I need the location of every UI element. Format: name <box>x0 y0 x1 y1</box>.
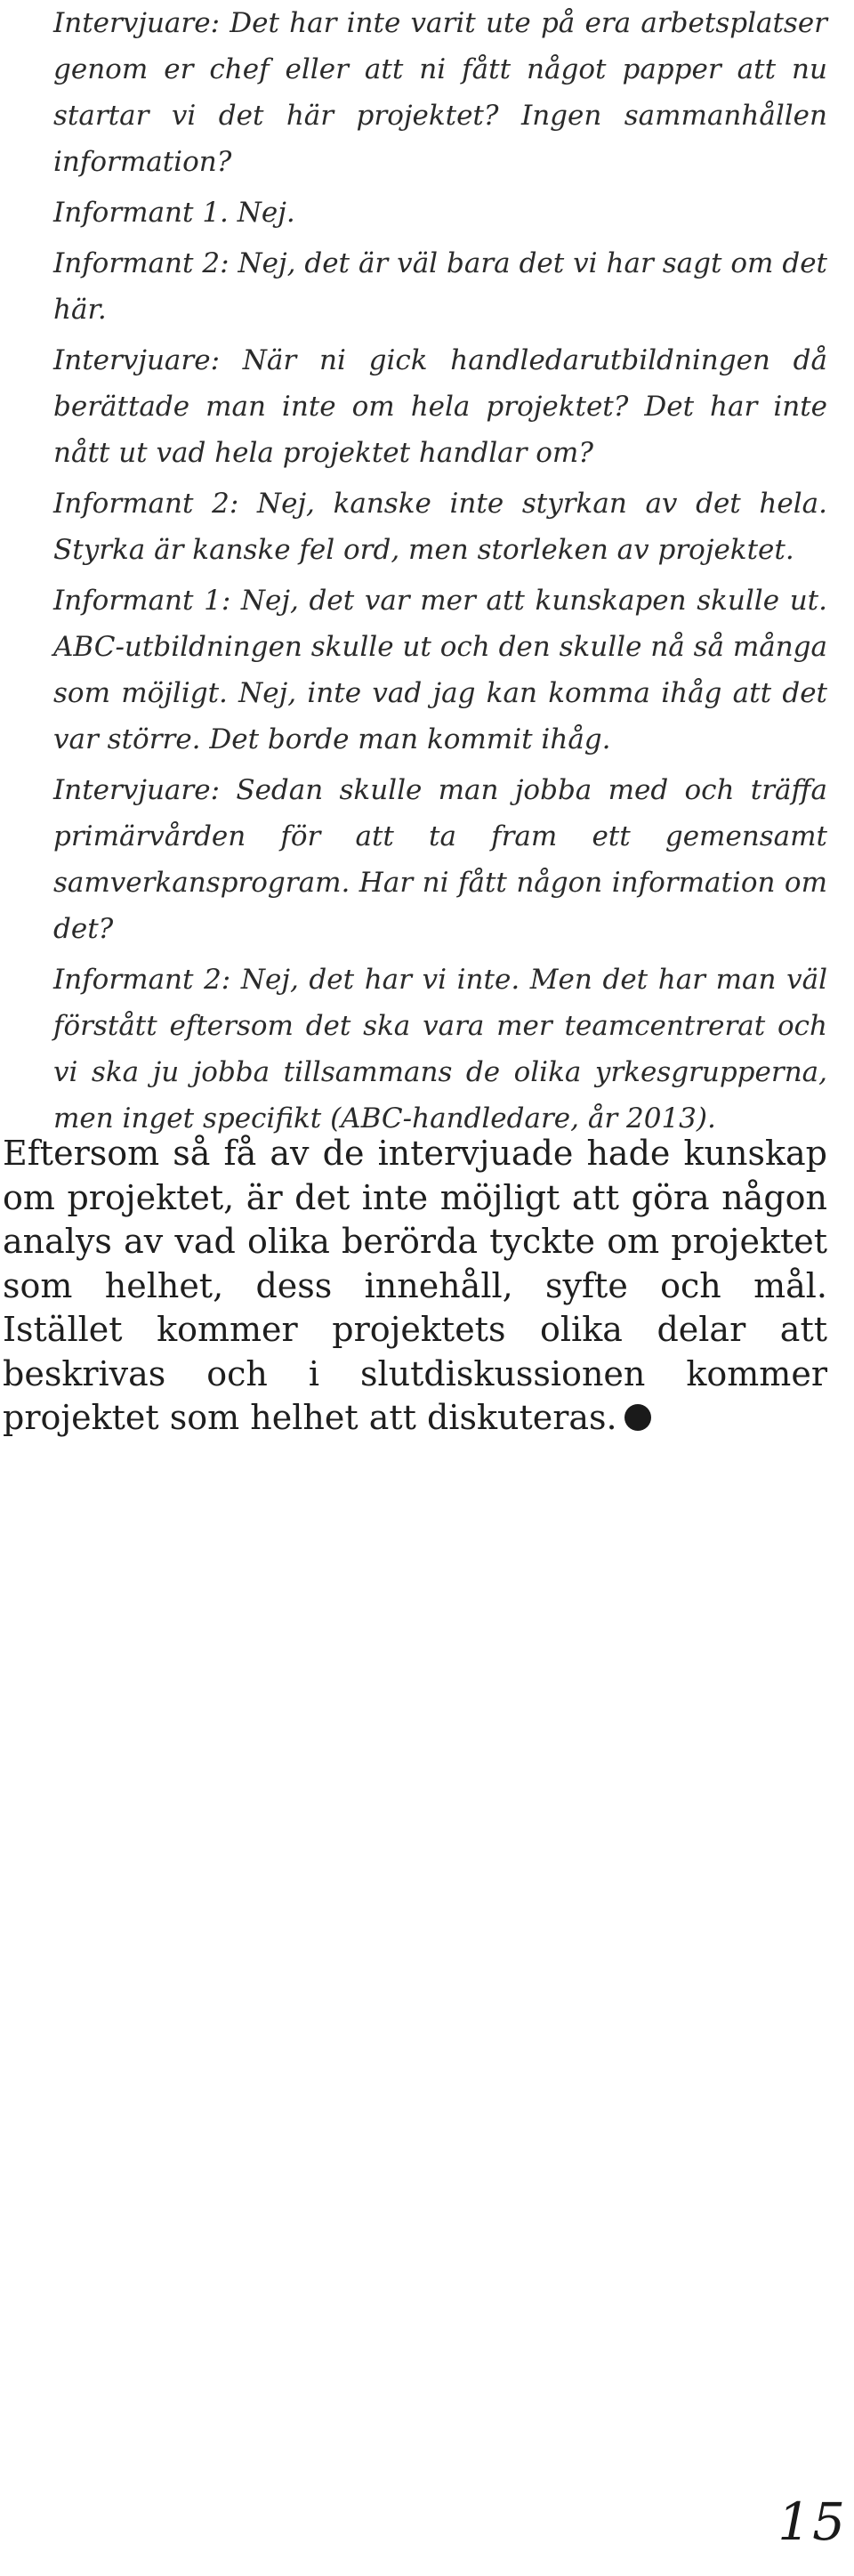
interviewer-question-2-part-2: Det har inte nått ut vad hela projektet handlar om? <box>53 391 828 469</box>
interviewer-question-1: Intervjuare: Det har inte varit ute på era arbetsplatser genom er chef eller att ni fått något papper att nu startar vi det här projektet? Ingen sammanhållen information? <box>53 7 827 178</box>
interviewer-question-3: Intervjuare: Sedan skulle man jobba med och träffa primärvården för att ta fram ett gemensamt samverkansprogram. Har ni fått någon information om det? <box>53 774 827 945</box>
informant-answer-3: Informant 2: Nej, kanske inte styrkan av det hela. Styrka är kanske fel ord, men storleken av projektet. <box>53 488 827 566</box>
informant-answer-1: Informant 1. Nej. <box>53 197 295 229</box>
informant-answer-2: Informant 2: Nej, det är väl bara det vi har sagt om det här. <box>53 247 827 326</box>
body-paragraph-text: Eftersom så få av de intervjuade hade kunskap om projektet, är det inte möjligt att göra någon analys av vad olika berörda tyckte om projektet som helhet, dess innehåll, syfte och mål. Istället kommer projektets olika delar att beskrivas och i slutdiskussionen kommer projektet som helhet att diskuteras. <box>3 1134 827 1437</box>
interview-quote-block <box>53 0 827 1146</box>
body-text-block <box>3 1132 827 1441</box>
body-paragraph <box>3 1132 827 1441</box>
interviewer-question-2-part-1: Intervjuare: När ni gick handledarutbildningen då berättade man inte om hela projektet? <box>53 344 827 423</box>
end-of-article-bullet-icon <box>624 1404 651 1431</box>
interviewer-question-2 <box>53 337 827 476</box>
informant-answer-4: Informant 1: Nej, det var mer att kunskapen skulle ut. ABC-utbildningen skulle ut och den skulle nå så många som möjligt. Nej, inte vad jag kan komma ihåg att det var större. Det borde man kommit ihåg. <box>53 585 827 755</box>
page-number: 15 <box>777 2491 847 2552</box>
informant-answer-5: Informant 2: Nej, det har vi inte. Men det har man väl förstått eftersom det ska vara mer teamcentrerat och vi ska ju jobba tillsammans de olika yrkesgrupperna, men inget specifikt (ABC-handledare, år 2013). <box>53 964 827 1135</box>
